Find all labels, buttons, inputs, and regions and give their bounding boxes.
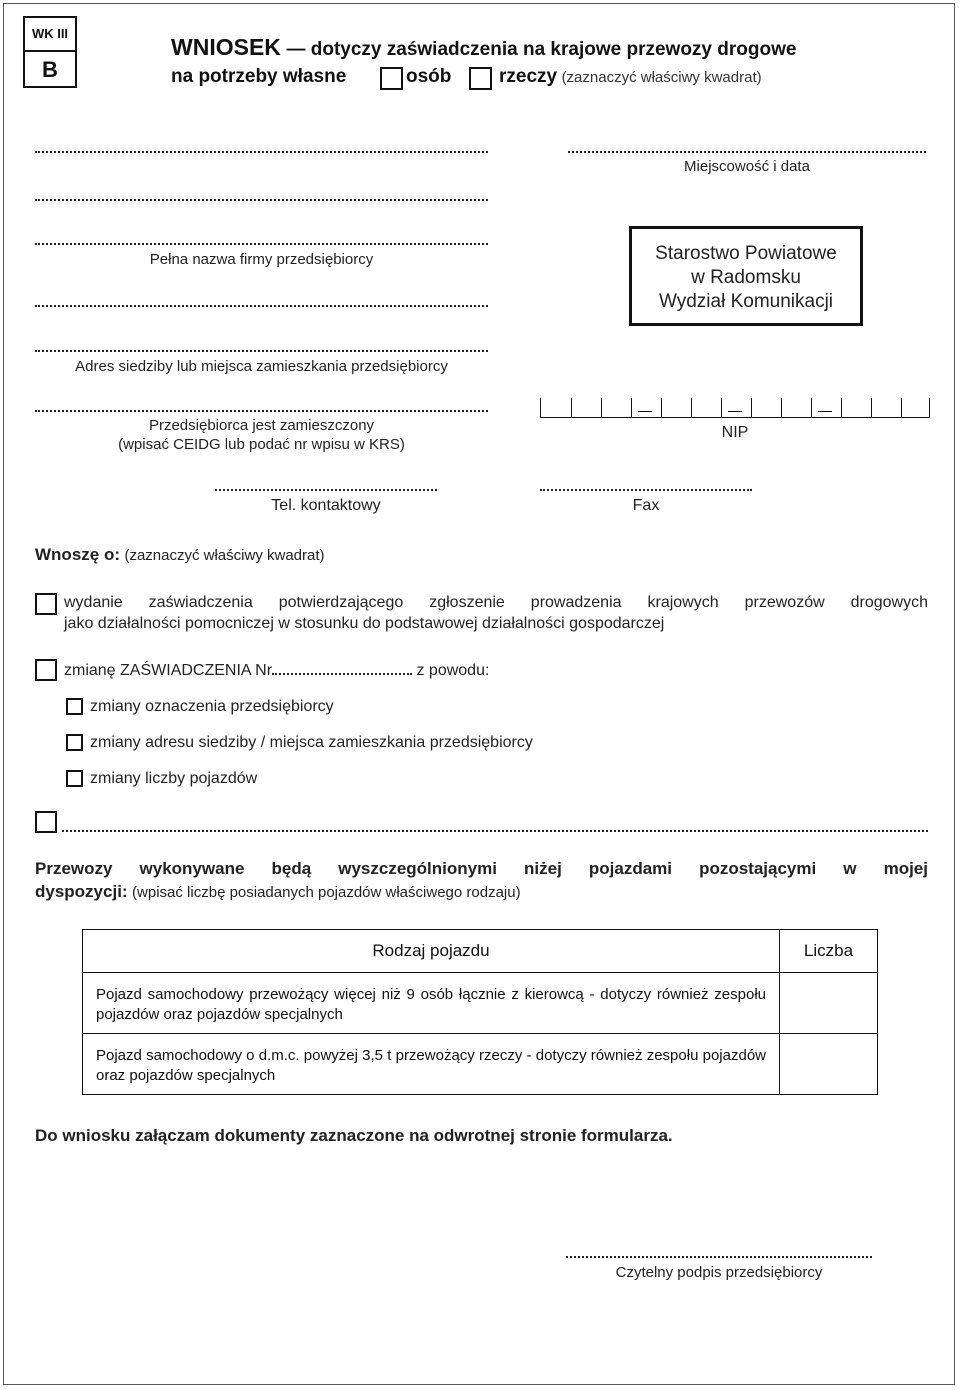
attachments-note: Do wniosku załączam dokumenty zaznaczone na odwrotnej stronie formularza. — [35, 1126, 673, 1145]
registry-caption-1: Przedsiębiorca jest zamieszczony — [148, 417, 375, 434]
office-line-1: Starostwo Powiatowe — [655, 243, 837, 264]
address-caption: Adres siedziby lub miejsca zamieszkania przedsiębiorcy — [75, 358, 448, 375]
office-box — [629, 226, 863, 326]
sub-vehicles-label: zmiany liczby pojazdów — [90, 770, 258, 787]
registry-caption-2: (wpisać CEIDG lub podać nr wpisu w KRS) — [118, 436, 405, 453]
option-change-prefix: zmianę ZAŚWIADCZENIA Nr — [64, 662, 273, 679]
vehicles-table-header — [83, 930, 878, 973]
checkbox-option-other[interactable] — [35, 811, 57, 833]
checkbox-osob[interactable] — [380, 67, 403, 90]
nip-caption: NIP — [721, 424, 749, 441]
signature-caption: Czytelny podpis przedsiębiorcy — [615, 1264, 823, 1281]
fax-line[interactable] — [540, 489, 752, 491]
title-bold: WNIOSEK — [171, 34, 281, 60]
col-type-header: Rodzaj pojazdu — [83, 930, 780, 973]
place-date-line[interactable] — [568, 151, 926, 153]
request-heading — [35, 545, 325, 565]
label-osob: osób — [406, 66, 452, 87]
form-page — [3, 3, 955, 1385]
rzeczy-text: rzeczy — [499, 66, 558, 87]
office-line-3: Wydział Komunikacji — [658, 291, 834, 312]
vehicles-heading-line-2 — [35, 882, 521, 902]
tel-caption: Tel. kontaktowy — [271, 497, 381, 514]
place-date-caption: Miejscowość i data — [684, 158, 810, 175]
registry-line[interactable] — [35, 410, 488, 412]
company-line-3[interactable] — [35, 243, 488, 245]
option-change — [64, 662, 489, 680]
table-row — [83, 1034, 878, 1095]
vehicles-heading-note: (wpisać liczbę posiadanych pojazdów właściwego rodzaju) — [132, 884, 521, 901]
address-line[interactable] — [35, 350, 488, 352]
vehicle-count-truck[interactable] — [780, 1034, 878, 1095]
office-line-2: w Radomsku — [691, 267, 801, 288]
form-subtitle — [171, 66, 346, 88]
vehicle-type-bus: Pojazd samochodowy przewożący więcej niż 9 osób łącznie z kierowcą - dotyczy również zespołu pojazdów oraz pojazdów specjalnych — [83, 973, 780, 1034]
form-code-badge — [23, 16, 77, 88]
option-certificate-line-1: wydanie zaświadczenia potwierdzającego zgłoszenie prowadzenia krajowych przewozów drogowych — [64, 594, 928, 611]
form-letter: B — [42, 57, 58, 82]
checkbox-sub-address[interactable] — [66, 734, 83, 751]
signature-line[interactable] — [566, 1256, 872, 1258]
subtitle-text: na potrzeby własne — [171, 66, 347, 87]
checkbox-option-certificate[interactable] — [35, 593, 57, 615]
vehicle-type-truck: Pojazd samochodowy o d.m.c. powyżej 3,5 t przewożący rzeczy - dotyczy również zespołu pojazdów oraz pojazdów specjalnych — [83, 1034, 780, 1095]
certificate-number-field[interactable] — [272, 673, 412, 675]
title-rest: — dotyczy zaświadczenia na krajowe przewozy drogowe — [286, 39, 797, 60]
form-title — [171, 34, 796, 61]
fax-caption: Fax — [632, 497, 660, 514]
company-name-caption: Pełna nazwa firmy przedsiębiorcy — [149, 251, 374, 268]
form-code: WK III — [25, 18, 75, 52]
company-line-4[interactable] — [35, 305, 488, 307]
col-count-header: Liczba — [780, 930, 878, 973]
table-row — [83, 973, 878, 1034]
option-certificate-line-2: jako działalności pomocniczej w stosunku do podstawowej działalności gospodarczej — [64, 615, 665, 632]
request-heading-text: Wnoszę o: — [35, 545, 120, 564]
sub-designation-label: zmiany oznaczenia przedsiębiorcy — [90, 698, 334, 715]
option-note: (zaznaczyć właściwy kwadrat) — [561, 69, 762, 86]
checkbox-rzeczy[interactable] — [469, 67, 492, 90]
checkbox-option-change[interactable] — [35, 659, 57, 681]
label-rzeczy — [499, 66, 762, 88]
vehicles-heading-line-1: Przewozy wykonywane będą wyszczególnionymi niżej pojazdami pozostającymi w mojej — [35, 859, 928, 878]
nip-field[interactable] — [540, 398, 930, 418]
option-change-suffix: z powodu: — [416, 662, 490, 679]
vehicles-table — [82, 929, 878, 1095]
company-line-2[interactable] — [35, 199, 488, 201]
checkbox-sub-vehicles[interactable] — [66, 770, 83, 787]
tel-line[interactable] — [215, 489, 437, 491]
checkbox-sub-designation[interactable] — [66, 698, 83, 715]
sub-address-label: zmiany adresu siedziby / miejsca zamieszkania przedsiębiorcy — [90, 734, 533, 751]
vehicles-heading-bold: dyspozycji: — [35, 882, 128, 901]
vehicle-count-bus[interactable] — [780, 973, 878, 1034]
request-heading-note: (zaznaczyć właściwy kwadrat) — [124, 547, 325, 564]
option-other-line[interactable] — [62, 830, 928, 832]
company-line-1[interactable] — [35, 151, 488, 153]
